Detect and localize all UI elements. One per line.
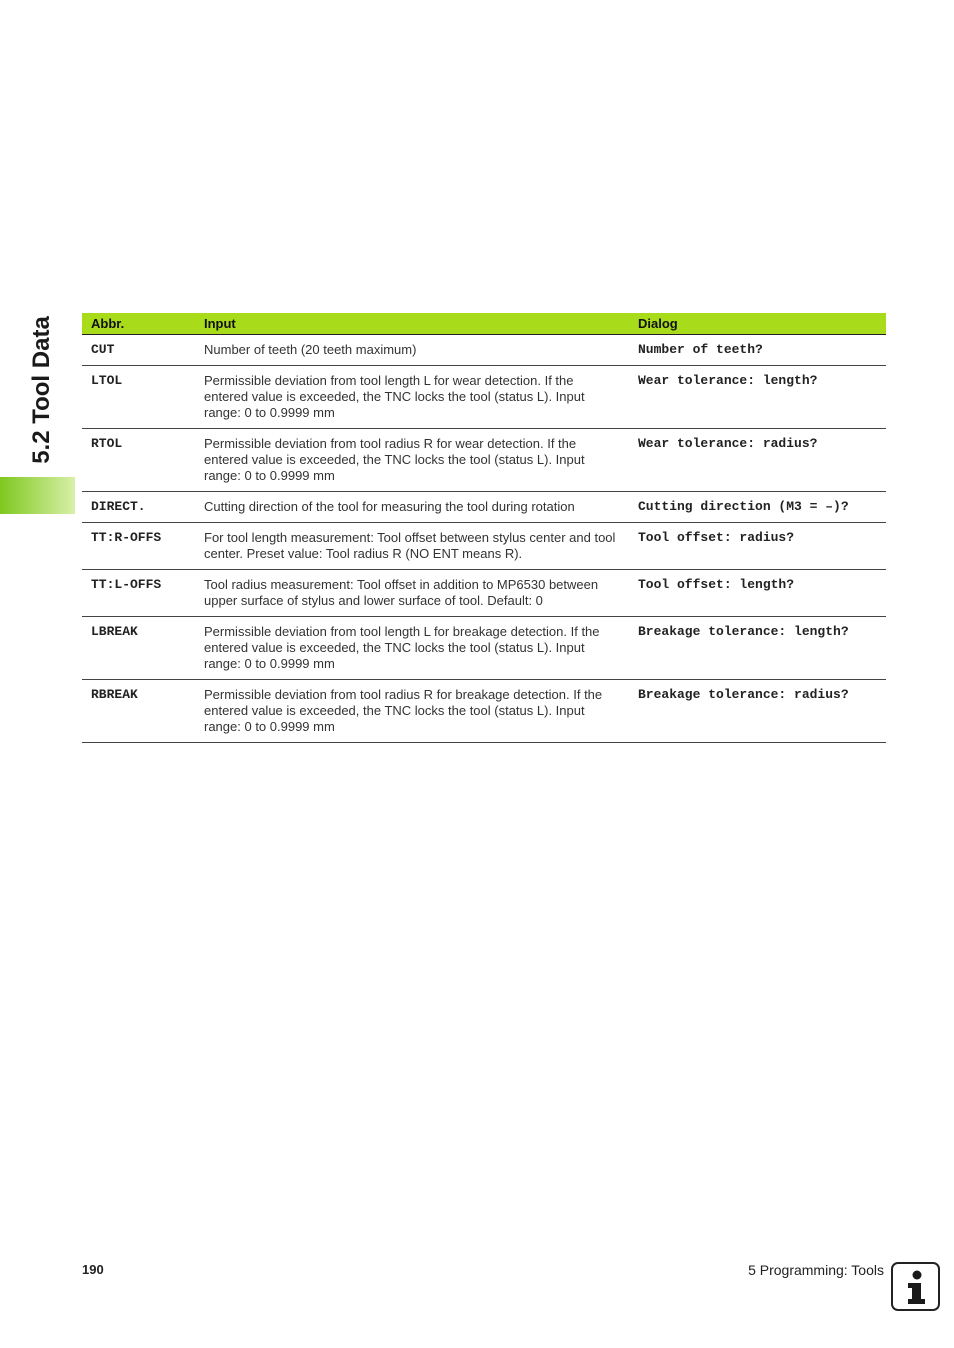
- input-cell: Permissible deviation from tool radius R for breakage detection. If the entered value is exceeded, the TNC locks the tool (status L). Input range: 0 to 0.9999 mm: [195, 680, 629, 743]
- abbr-cell: RTOL: [82, 429, 195, 492]
- abbr-cell: CUT: [82, 335, 195, 366]
- abbr-cell: LBREAK: [82, 617, 195, 680]
- dialog-cell: Tool offset: radius?: [629, 523, 886, 570]
- chapter-title: 5 Programming: Tools: [748, 1262, 884, 1278]
- table-row: [82, 617, 886, 680]
- input-cell: Permissible deviation from tool length L for breakage detection. If the entered value is exceeded, the TNC locks the tool (status L). Input range: 0 to 0.9999 mm: [195, 617, 629, 680]
- table-row: [82, 523, 886, 570]
- table-row: [82, 680, 886, 743]
- header-abbr: Abbr.: [82, 313, 195, 335]
- abbr-cell: DIRECT.: [82, 492, 195, 523]
- table-row: [82, 492, 886, 523]
- dialog-cell: Tool offset: length?: [629, 570, 886, 617]
- dialog-cell: Wear tolerance: length?: [629, 366, 886, 429]
- abbr-cell: TT:L-OFFS: [82, 570, 195, 617]
- dialog-cell: Wear tolerance: radius?: [629, 429, 886, 492]
- input-cell: Cutting direction of the tool for measuring the tool during rotation: [195, 492, 629, 523]
- input-cell: Permissible deviation from tool length L for wear detection. If the entered value is exceeded, the TNC locks the tool (status L). Input range: 0 to 0.9999 mm: [195, 366, 629, 429]
- dialog-cell: Breakage tolerance: radius?: [629, 680, 886, 743]
- table-row: [82, 570, 886, 617]
- header-dialog: Dialog: [629, 313, 886, 335]
- section-title: [27, 310, 57, 470]
- table-row: [82, 429, 886, 492]
- section-accent-bar: [0, 477, 75, 514]
- table-header-row: [82, 313, 886, 335]
- header-input: Input: [195, 313, 629, 335]
- abbr-cell: TT:R-OFFS: [82, 523, 195, 570]
- abbr-cell: RBREAK: [82, 680, 195, 743]
- input-cell: For tool length measurement: Tool offset between stylus center and tool center. Preset value: Tool radius R (NO ENT means R).: [195, 523, 629, 570]
- input-cell: Number of teeth (20 teeth maximum): [195, 335, 629, 366]
- input-cell: Tool radius measurement: Tool offset in addition to MP6530 between upper surface of stylus and lower surface of tool. Default: 0: [195, 570, 629, 617]
- table-row: [82, 366, 886, 429]
- table-row: [82, 335, 886, 366]
- page-number: 190: [82, 1262, 104, 1277]
- tool-data-table: [82, 313, 886, 743]
- dialog-cell: Cutting direction (M3 = –)?: [629, 492, 886, 523]
- section-title-text: 5.2 Tool Data: [28, 316, 55, 464]
- info-glyph-icon: [893, 1264, 938, 1309]
- info-icon[interactable]: [891, 1262, 940, 1311]
- abbr-cell: LTOL: [82, 366, 195, 429]
- dialog-cell: Number of teeth?: [629, 335, 886, 366]
- dialog-cell: Breakage tolerance: length?: [629, 617, 886, 680]
- input-cell: Permissible deviation from tool radius R for wear detection. If the entered value is exceeded, the TNC locks the tool (status L). Input range: 0 to 0.9999 mm: [195, 429, 629, 492]
